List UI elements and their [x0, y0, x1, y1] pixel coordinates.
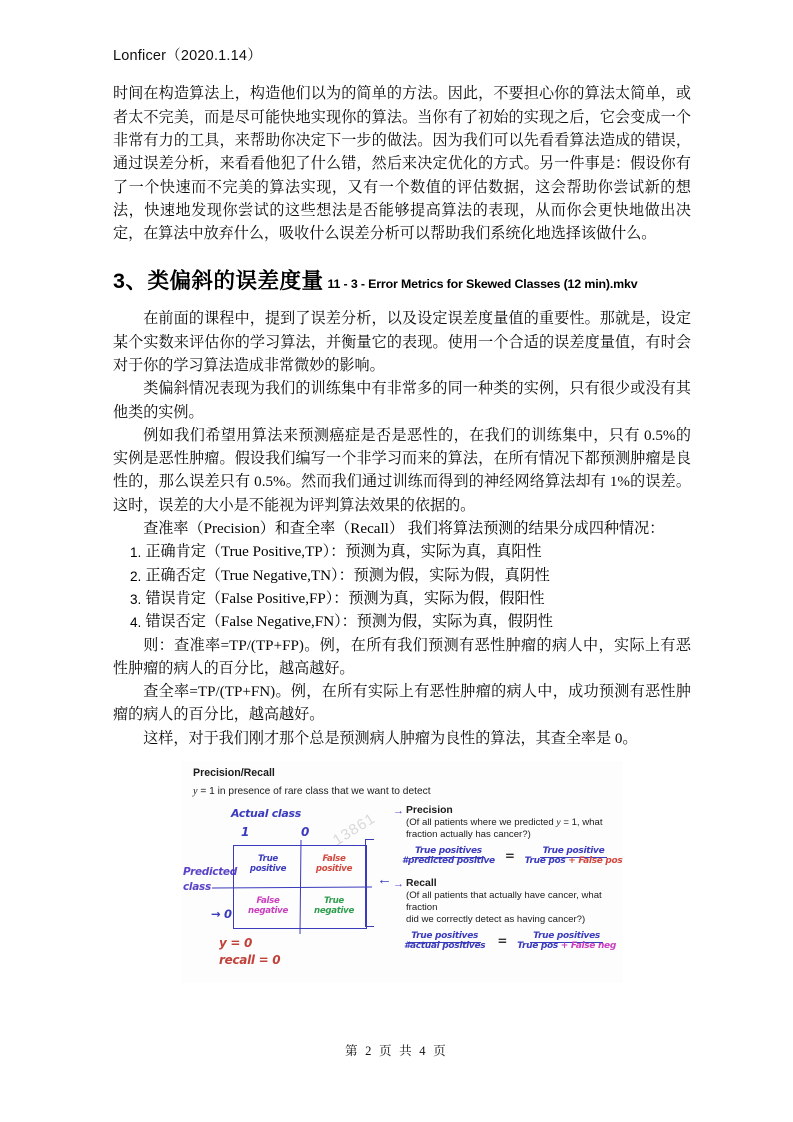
precision-desc-var: y	[556, 816, 561, 828]
recall-block	[393, 878, 619, 951]
matrix-row-0-value: 0	[224, 906, 232, 921]
paragraph-2: 类偏斜情况表现为我们的训练集中有非常多的同一种类的实例，只有很少或没有其他类的实例。	[113, 381, 691, 421]
matrix-actual-col-1: 1	[241, 824, 250, 839]
formula-paragraph-recall: 查全率=TP/(TP+FN)。例，在所有实际上有恶性肿瘤的病人中，成功预测有恶性肿瘤的病人的百分比，越高越好。	[113, 684, 691, 724]
section-heading	[113, 268, 691, 295]
list-item-text: 错误否定（False Negative,FN）：预测为假，实际为真，假阴性	[145, 614, 553, 631]
definitions-intro: 查准率（Precision）和查全率（Recall） 我们将算法预测的结果分成四种情况：	[143, 521, 665, 538]
matrix-actual-col-0: 0	[301, 824, 310, 839]
matrix-predicted-row-0: → 0	[211, 906, 232, 921]
list-item-text: 错误肯定（False Positive,FP）：预测为真，实际为假，假阳性	[145, 590, 545, 607]
recall-frac-left-denominator: #actual positives	[404, 940, 486, 951]
precision-frac-right-denominator	[522, 854, 623, 866]
matrix-predicted-class-label	[183, 865, 237, 895]
precision-heading: Precision	[406, 804, 453, 816]
precision-desc-line2: fraction actually has cancer?)	[406, 828, 531, 840]
list-item-number: 3.	[130, 591, 142, 607]
matrix-grid	[233, 845, 367, 929]
paragraph-1: 在前面的课程中，提到了误差分析，以及设定误差度量值的重要性。那就是，设定某个实数来评估你的学习算法，并衡量它的表现。使用一个合适的误差度量值，有时会对于你的学习算法造成非常微妙的影响。	[113, 311, 691, 374]
cell-line1: True	[258, 853, 278, 864]
slide-definitions-column	[393, 804, 623, 951]
cell-line1: False	[256, 895, 280, 906]
list-item-text: 正确否定（True Negative,TN）：预测为假，实际为假，真阴性	[145, 567, 550, 584]
recall-denom-plus: +	[557, 940, 571, 951]
watermark-text: 13861	[330, 809, 379, 850]
precision-block	[393, 804, 623, 866]
list-item	[113, 541, 691, 564]
recall-desc-line1: (Of all patients that actually have cancer, what fraction	[406, 889, 602, 913]
intro-paragraph: 时间在构造算法上，构造他们以为的简单的方法。因此，不要担心你的算法太简单，或者太不完美，而是尽可能快地实现你的算法。当你有了初始的实现之后，它会变成一个非常有力的工具，来帮助你决定下一步的做法。因为我们可以先看看算法造成的错误，通过误差分析，来看看他犯了什么错，然后来决定优化的方式。另一件事是：假设你有了一个快速而不完美的算法实现，又有一个数值的评估数据，这会帮助你尝试新的想法，快速地发现你尝试的这些想法是否能够提高算法的表现，从而你会更快地做出决定，在算法中放弃什么，吸收什么误差分析可以帮助我们系统化地选择该做什么。	[113, 86, 691, 243]
matrix-cell-false-negative	[236, 896, 300, 916]
cell-line2: positive	[315, 863, 353, 874]
precision-frac-left-denominator: #predicted positive	[402, 855, 495, 866]
recall-frac-left-numerator: True positives	[408, 931, 481, 943]
recall-denom-b: False neg	[570, 940, 616, 951]
annotation-y-value: y = 0	[219, 935, 253, 950]
matrix-horizontal-divider	[212, 886, 372, 888]
slide-subtitle-text: = 1 in presence of rare class that we want to detect	[197, 785, 431, 797]
recall-frac-right	[514, 931, 619, 951]
matrix-predicted-line2: class	[183, 880, 211, 893]
precision-equals-sign: =	[504, 848, 515, 863]
precision-frac-right	[522, 846, 623, 866]
list-item-number: 4.	[130, 615, 142, 631]
recall-frac-left	[399, 931, 490, 951]
cell-line1: False	[322, 853, 346, 864]
recall-equals-sign: =	[497, 933, 508, 948]
list-item	[113, 611, 691, 634]
list-item	[113, 588, 691, 611]
paragraph-3: 例如我们希望用算法来预测癌症是否是恶性的，在我们的训练集中，只有 0.5%的实例是恶性肿瘤。假设我们编写一个非学习而来的算法，在所有情况下都预测肿瘤是良性的，那么误差只有 0.5%。然而我们通过训练而得到的神经网络算法却有 1%的误差。这时，误差的大小是不能视为评判算法效果的依据的。	[113, 427, 691, 514]
arrow-right-icon: →	[393, 877, 404, 890]
precision-desc-part2: = 1, what	[560, 816, 603, 828]
list-item	[113, 565, 691, 588]
section-title-en: 11 - 3 - Error Metrics for Skewed Classes (12 min).mkv	[327, 277, 638, 292]
lecture-slide-container	[113, 761, 691, 983]
matrix-cell-true-negative	[302, 896, 366, 916]
recall-heading: Recall	[406, 877, 437, 889]
recall-formula	[399, 931, 619, 951]
precision-description	[406, 817, 619, 841]
cell-line2: negative	[248, 905, 288, 916]
precision-desc-part1: (Of all patients where we predicted	[406, 816, 557, 828]
slide-subtitle-variable: y	[193, 785, 198, 797]
slide-title: Precision/Recall	[193, 766, 275, 779]
recall-denom-a: True pos	[517, 940, 558, 951]
page-footer: 第 2 页 共 4 页	[345, 1044, 448, 1058]
document-header: Lonficer（2020.1.14）	[113, 48, 262, 64]
precision-frac-left-numerator: True positives	[412, 846, 485, 858]
slide-subtitle	[193, 786, 431, 797]
formula-paragraph-precision: 则：查准率=TP/(TP+FP)。例，在所有我们预测有恶性肿瘤的病人中，实际上有恶性肿瘤的病人的百分比，越高越好。	[113, 637, 691, 677]
list-item-number: 2.	[130, 568, 142, 584]
precision-recall-slide-image	[181, 761, 623, 983]
precision-denom-a: True pos	[524, 855, 566, 866]
matrix-actual-class-label: Actual class	[231, 806, 302, 820]
precision-denom-b: False pos	[578, 855, 623, 866]
section-title-zh: 3、类偏斜的误差度量	[113, 269, 324, 294]
left-arrow-icon: ←	[377, 870, 392, 888]
recall-frac-right-denominator	[514, 939, 619, 951]
list-item-number: 1.	[130, 545, 142, 561]
matrix-cell-true-positive	[236, 854, 300, 874]
recall-desc-line2: did we correctly detect as having cancer?)	[406, 913, 586, 925]
formula-paragraph-conclusion: 这样，对于我们刚才那个总是预测病人肿瘤为良性的算法，其查全率是 0。	[143, 730, 638, 747]
definitions-list	[113, 541, 691, 634]
precision-frac-right-numerator: True positive	[540, 846, 608, 858]
list-item-text: 正确肯定（True Positive,TP）：预测为真，实际为真，真阳性	[145, 544, 542, 561]
page-content	[113, 48, 691, 983]
cell-line1: True	[324, 895, 344, 906]
recall-frac-right-numerator: True positives	[530, 931, 603, 943]
matrix-annotation	[219, 935, 280, 969]
precision-formula	[399, 845, 623, 866]
cell-line2: positive	[249, 863, 287, 874]
matrix-cell-false-positive	[302, 854, 366, 874]
arrow-right-icon: →	[393, 804, 404, 817]
precision-frac-left	[399, 846, 498, 866]
precision-denom-plus: +	[565, 855, 579, 866]
confusion-matrix	[183, 806, 387, 977]
annotation-recall-value: recall = 0	[219, 952, 281, 967]
recall-description	[406, 890, 619, 926]
cell-line2: negative	[314, 905, 354, 916]
matrix-predicted-line1: Predicted	[183, 865, 237, 878]
matrix-bracket	[365, 839, 374, 927]
